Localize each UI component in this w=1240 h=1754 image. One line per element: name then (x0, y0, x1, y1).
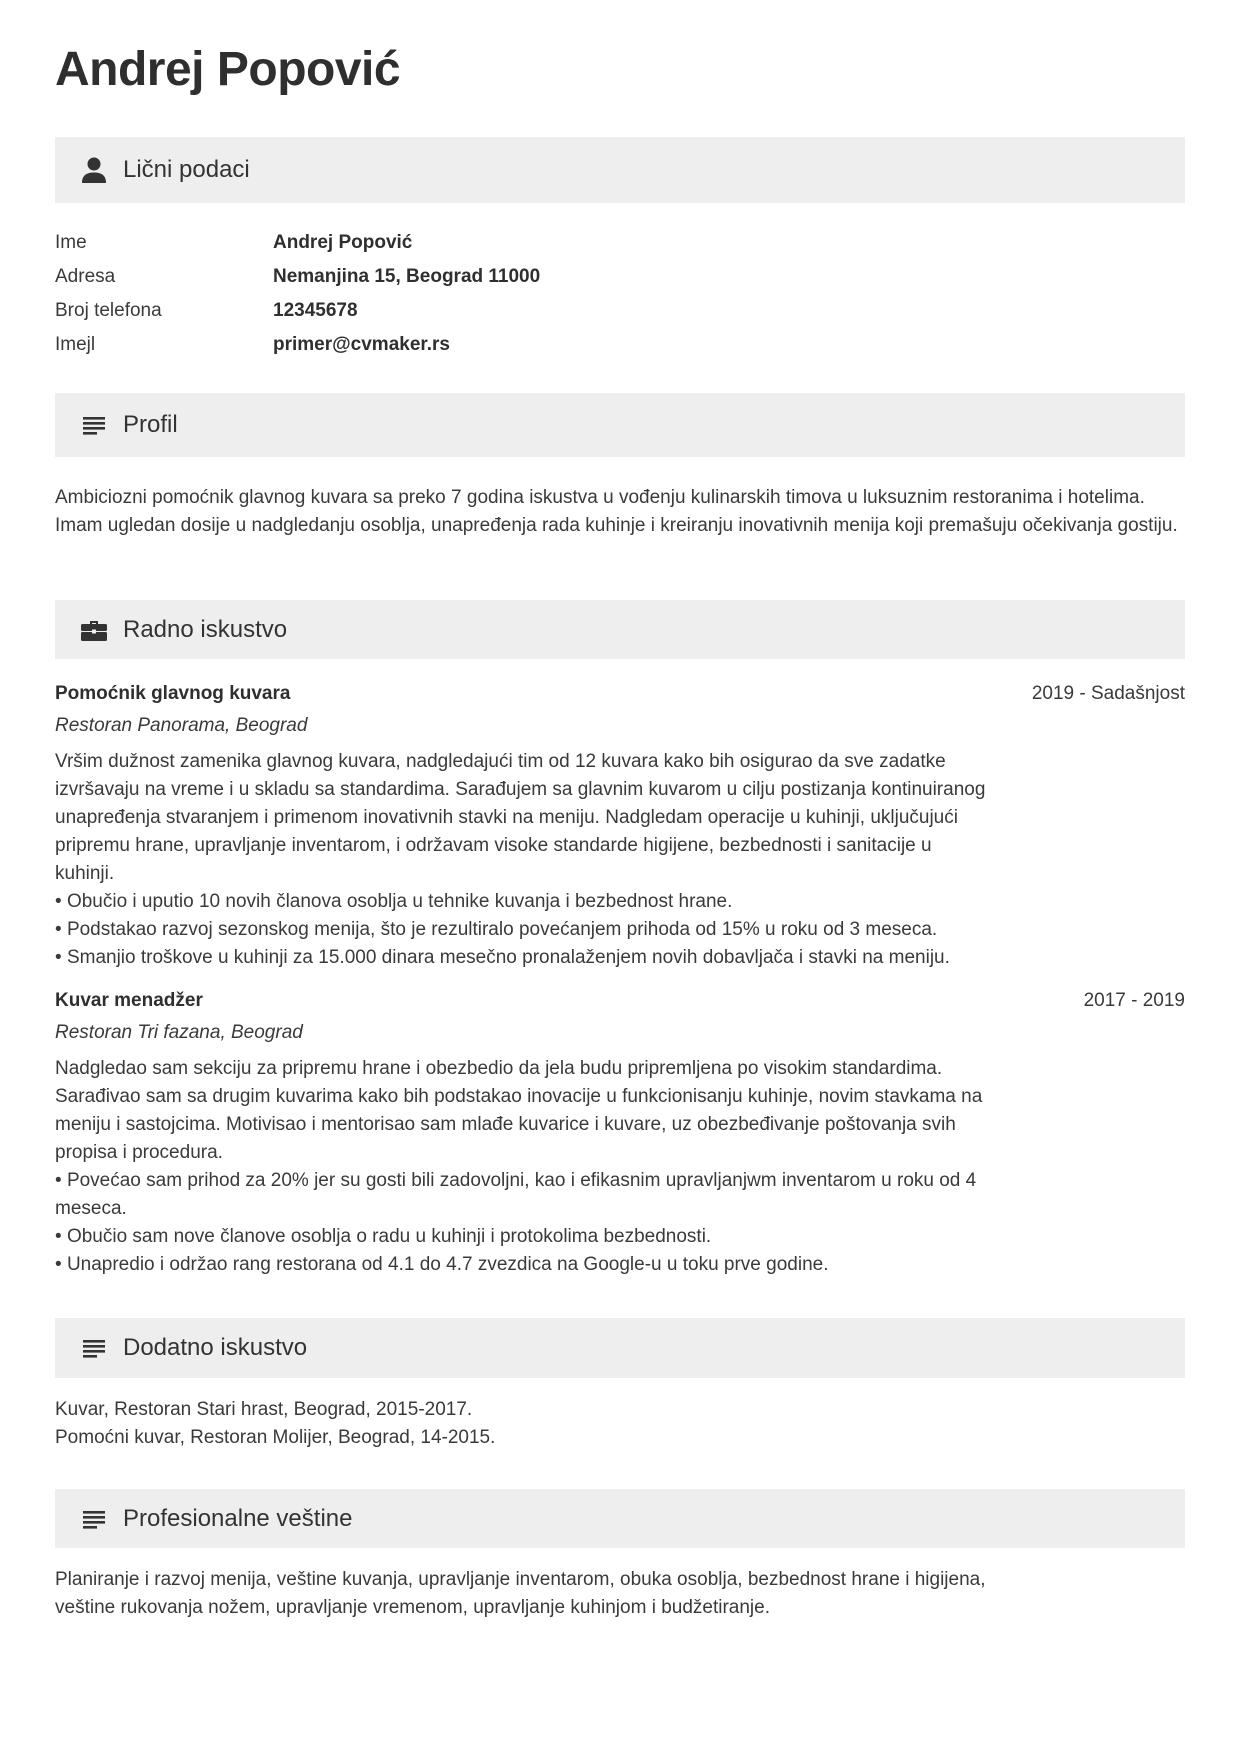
job-employer: Restoran Panorama, Beograd (55, 715, 308, 736)
text-lines-icon (79, 410, 109, 440)
job-entry (55, 990, 1185, 1280)
achievement-item: • Smanjio troškove u kuhinji za 15.000 dinara mesečno pronalaženjem novih dobavljača i stavki na meniju. (55, 944, 990, 972)
section-title-experience: Radno iskustvo (123, 615, 288, 643)
info-row-name (55, 228, 1185, 262)
job-date: 2019 - Sadašnjost (1031, 683, 1185, 704)
job-title: Pomoćnik glavnog kuvara (55, 683, 291, 704)
info-label: Adresa (55, 266, 116, 287)
job-description (55, 1055, 990, 1279)
job-description-text: Vršim dužnost zamenika glavnog kuvara, nadgledajući tim od 12 kuvara kako bih osigurao da sve zadatke izvršavaju na vreme i u skladu sa standardima. Sarađujem sa glavnim kuvarom u cilju postizanja kontinuiranog unapređenja stvaranjem i primenom inovativnih stavki na meniju. Nadgledam operacije u kuhinji, uključujući pripremu hrane, upravljanje inventarom, i održavam visoke standarde higijene, bezbednosti i sanitacije u kuhinji. (55, 751, 986, 884)
job-title: Kuvar menadžer (55, 990, 203, 1011)
achievement-item: • Obučio sam nove članove osoblja o radu u kuhinji i protokolima bezbednosti. (55, 1223, 990, 1251)
additional-experience-item: Pomoćni kuvar, Restoran Molijer, Beograd, 14-2015. (55, 1427, 496, 1448)
candidate-name: Andrej Popović (55, 43, 401, 96)
section-title-personal: Lični podaci (123, 156, 250, 183)
info-label: Broj telefona (55, 300, 162, 321)
info-value: primer@cvmaker.rs (273, 334, 450, 355)
achievement-item: • Povećao sam prihod za 20% jer su gosti bili zadovoljni, kao i efikasnim upravljanjwm inventarom u roku od 4 meseca. (55, 1167, 990, 1223)
achievement-item: • Unapredio i održao rang restorana od 4.1 do 4.7 zvezdica na Google-u u toku prve godine. (55, 1251, 990, 1279)
achievement-item: • Obučio i uputio 10 novih članova osoblja u tehnike kuvanja i bezbednost hrane. (55, 888, 990, 916)
job-entry (55, 683, 1185, 973)
job-achievements (55, 888, 990, 972)
job-employer: Restoran Tri fazana, Beograd (55, 1022, 303, 1043)
section-title-skills: Profesionalne veštine (123, 1504, 353, 1532)
info-value: Nemanjina 15, Beograd 11000 (273, 266, 541, 287)
profile-text: Ambiciozni pomoćnik glavnog kuvara sa preko 7 godina iskustva u vođenju kulinarskih timova u luksuznim restoranima i hotelima. Imam ugledan dosije u nadgledanju osoblja, unapređenja rada kuhinje i kreiranju inovativnih menija koji premašuju očekivanja gostiju. (55, 487, 1178, 536)
skills-text: Planiranje i razvoj menija, veštine kuvanja, upravljanje inventarom, obuka osoblja, bezbednost hrane i higijena, veštine rukovanja nožem, upravljanje vremenom, upravljanje kuhinjom i budžetiranje. (55, 1569, 986, 1618)
info-label: Imejl (55, 334, 96, 355)
personal-info-table (55, 228, 1185, 364)
section-header-skills (55, 1489, 1185, 1548)
info-value: 12345678 (273, 300, 358, 321)
section-title-additional: Dodatno iskustvo (123, 1334, 308, 1361)
job-achievements (55, 1167, 990, 1279)
info-label: Ime (55, 232, 87, 253)
text-lines-icon (79, 1504, 109, 1534)
job-date: 2017 - 2019 (1083, 990, 1185, 1011)
section-header-additional (55, 1318, 1185, 1378)
achievement-item: • Podstakao razvoj sezonskog menija, što je rezultiralo povećanjem prihoda od 15% u roku od 3 meseca. (55, 916, 990, 944)
briefcase-icon (79, 615, 109, 645)
additional-experience-item: Kuvar, Restoran Stari hrast, Beograd, 2015-2017. (55, 1399, 473, 1420)
section-header-personal (55, 137, 1185, 203)
info-row-address (55, 262, 1185, 296)
additional-experience-list (55, 1396, 1185, 1452)
info-row-email (55, 330, 1185, 364)
section-header-experience (55, 600, 1185, 659)
info-row-phone (55, 296, 1185, 330)
person-icon (79, 155, 109, 185)
section-title-profile: Profil (123, 411, 178, 438)
job-description (55, 748, 990, 972)
job-description-text: Nadgledao sam sekciju za pripremu hrane i obezbedio da jela budu pripremljena po visokim standardima. Sarađivao sam sa drugim kuvarima kako bih podstakao inovacije u funkcionisanju kuhinje, novim stavkama na meniju i sastojcima. Motivisao i mentorisao sam mlađe kuvarice i kuvare, uz obezbeđivanje poštovanja svih propisa i procedura. (55, 1058, 983, 1163)
section-header-profile (55, 393, 1185, 457)
info-value: Andrej Popović (273, 232, 413, 253)
text-lines-icon (79, 1333, 109, 1363)
